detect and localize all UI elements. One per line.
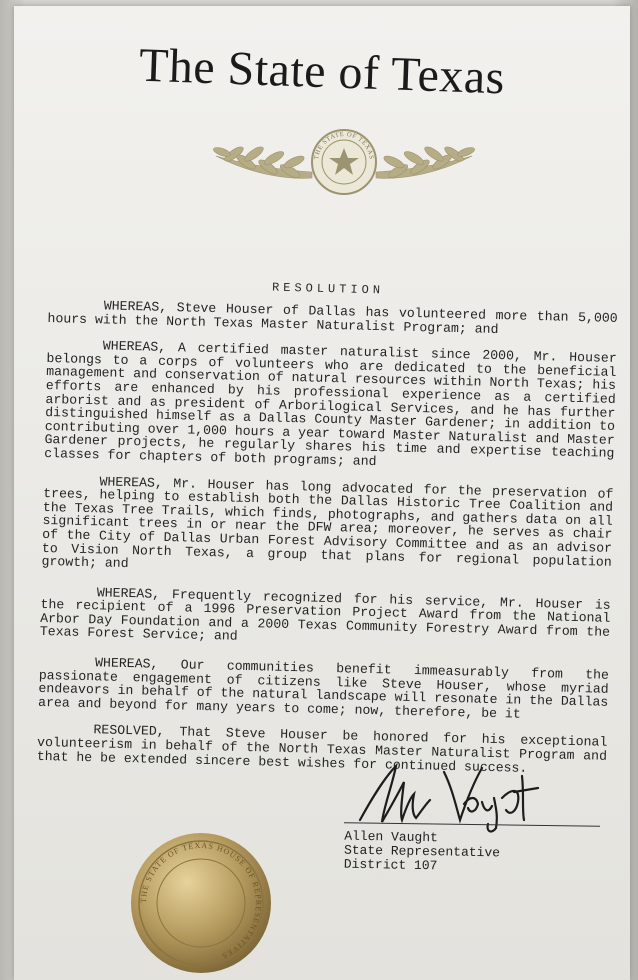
- signer-block: [344, 830, 501, 875]
- whereas-paragraph: WHEREAS, Our communities benefit immeasurably from the passionate engagement of citizens like Steve Houser, whose myriad endeavors in behalf of the natural landscape will resonate in the Dallas area and beyond for many years to come; now, therefore, be it: [37, 655, 610, 722]
- signer-district: District 107: [343, 856, 438, 874]
- signer-title: State Representative: [343, 842, 501, 861]
- texas-emblem-icon: [194, 118, 494, 206]
- resolution-document: [14, 6, 630, 980]
- resolution-heading: RESOLUTION: [271, 280, 385, 298]
- seal-text: THE STATE OF TEXAS HOUSE OF REPRESENTATIVES: [138, 840, 264, 961]
- gold-seal-icon: [126, 828, 276, 978]
- resolved-paragraph: RESOLVED, That Steve Houser be honored for his exceptional volunteerism in behalf of the North Texas Master Naturalist Program and that he be extended sincere best wishes for continued success.: [36, 722, 608, 776]
- emblem-text: THE STATE OF TEXAS: [313, 130, 375, 161]
- resolution-body: [36, 298, 618, 790]
- handwritten-signature: [352, 758, 552, 838]
- whereas-paragraph: WHEREAS, Frequently recognized for his service, Mr. Houser is the recipient of a 1996 Preservation Project Award from the National Arbor Day Foundation and a 2000 Texas Community Forestry Award from the Texas Forest Service; and: [39, 584, 611, 645]
- whereas-paragraph: WHEREAS, Mr. Houser has long advocated for the preservation of trees, helping to establish both the Dallas Historic Tree Coalition and the Texas Tree Trails, which finds, photographs, and gathers data on all significant trees in or near the DFW area; moreover, he serves as chair of the City of Dallas Urban Forest Advisory Committee and as an advisor to Vision North Texas, a group that plans for regional population growth; and: [41, 473, 614, 572]
- state-title: The State of Texas: [138, 38, 506, 105]
- whereas-paragraph: WHEREAS, Steve Houser of Dallas has volunteered more than 5,000 hours with the North Texas Master Naturalist Program; and: [47, 298, 618, 337]
- whereas-paragraph: WHEREAS, A certified master naturalist since 2000, Mr. Houser belongs to a corps of volunteers who are dedicated to the beneficial management and conservation of natural resources within North Texas; his efforts are enhanced by his professional experience as a certified arborist and as president of Arborilogical Services, and he has further distinguished himself as a Dallas County Master Gardener; in addition to contributing over 1,000 hours a year toward Master Naturalist and Master Gardener projects, he regularly shares his time and expertise teaching classes for chapters of both programs; and: [44, 338, 617, 470]
- signer-name: Allen Vaught: [344, 828, 439, 846]
